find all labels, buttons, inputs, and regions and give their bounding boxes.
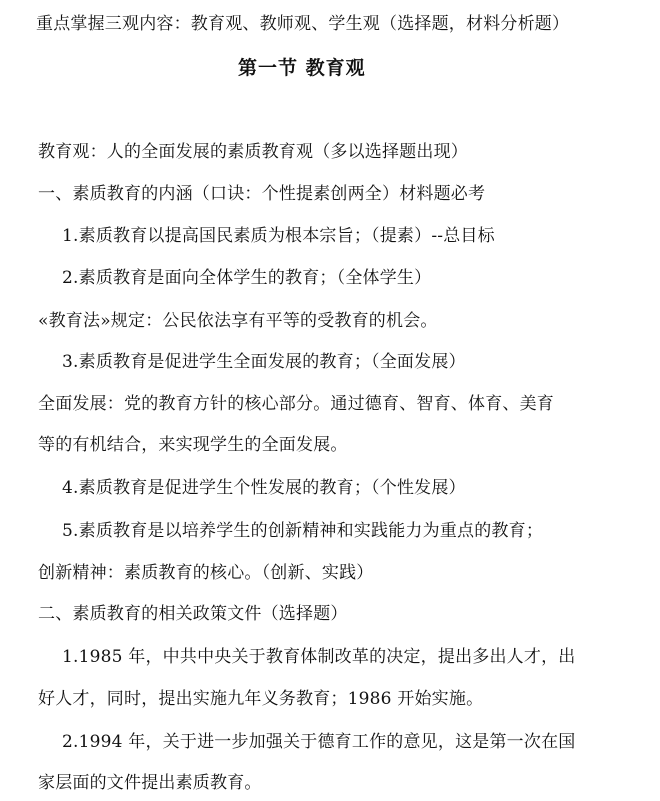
text-line: 等的有机结合，来实现学生的全面发展。	[38, 435, 348, 455]
text-line: 一、素质教育的内涵（口诀：个性提素创两全）材料题必考	[38, 184, 486, 204]
text-line: 全面发展：党的教育方针的核心部分。通过德育、智育、体育、美育	[38, 394, 554, 414]
text-line: 二、素质教育的相关政策文件（选择题）	[38, 604, 348, 624]
text-line: 2.素质教育是面向全体学生的教育；（全体学生）	[62, 268, 432, 288]
text-line: 家层面的文件提出素质教育。	[38, 773, 262, 793]
section-title: 第一节 教育观	[238, 57, 366, 79]
text-line: 2.1994 年，关于进一步加强关于德育工作的意见，这是第一次在国	[62, 732, 576, 752]
text-line: 3.素质教育是促进学生全面发展的教育；（全面发展）	[62, 352, 466, 372]
text-line: 创新精神：素质教育的核心。（创新、实践）	[38, 563, 374, 583]
document-header: 重点掌握三观内容：教育观、教师观、学生观（选择题，材料分析题）	[36, 14, 570, 34]
text-line: «教育法»规定：公民依法享有平等的受教育的机会。	[38, 311, 438, 331]
text-line: 1.1985 年，中共中央关于教育体制改革的决定，提出多出人才，出	[62, 647, 576, 667]
text-line: 1.素质教育以提高国民素质为根本宗旨；（提素）--总目标	[62, 226, 495, 246]
text-line: 好人才，同时，提出实施九年义务教育；1986 开始实施。	[38, 689, 484, 709]
text-line: 教育观：人的全面发展的素质教育观（多以选择题出现）	[38, 142, 468, 162]
text-line: 4.素质教育是促进学生个性发展的教育；（个性发展）	[62, 478, 466, 498]
text-line: 5.素质教育是以培养学生的创新精神和实践能力为重点的教育；	[62, 521, 544, 541]
